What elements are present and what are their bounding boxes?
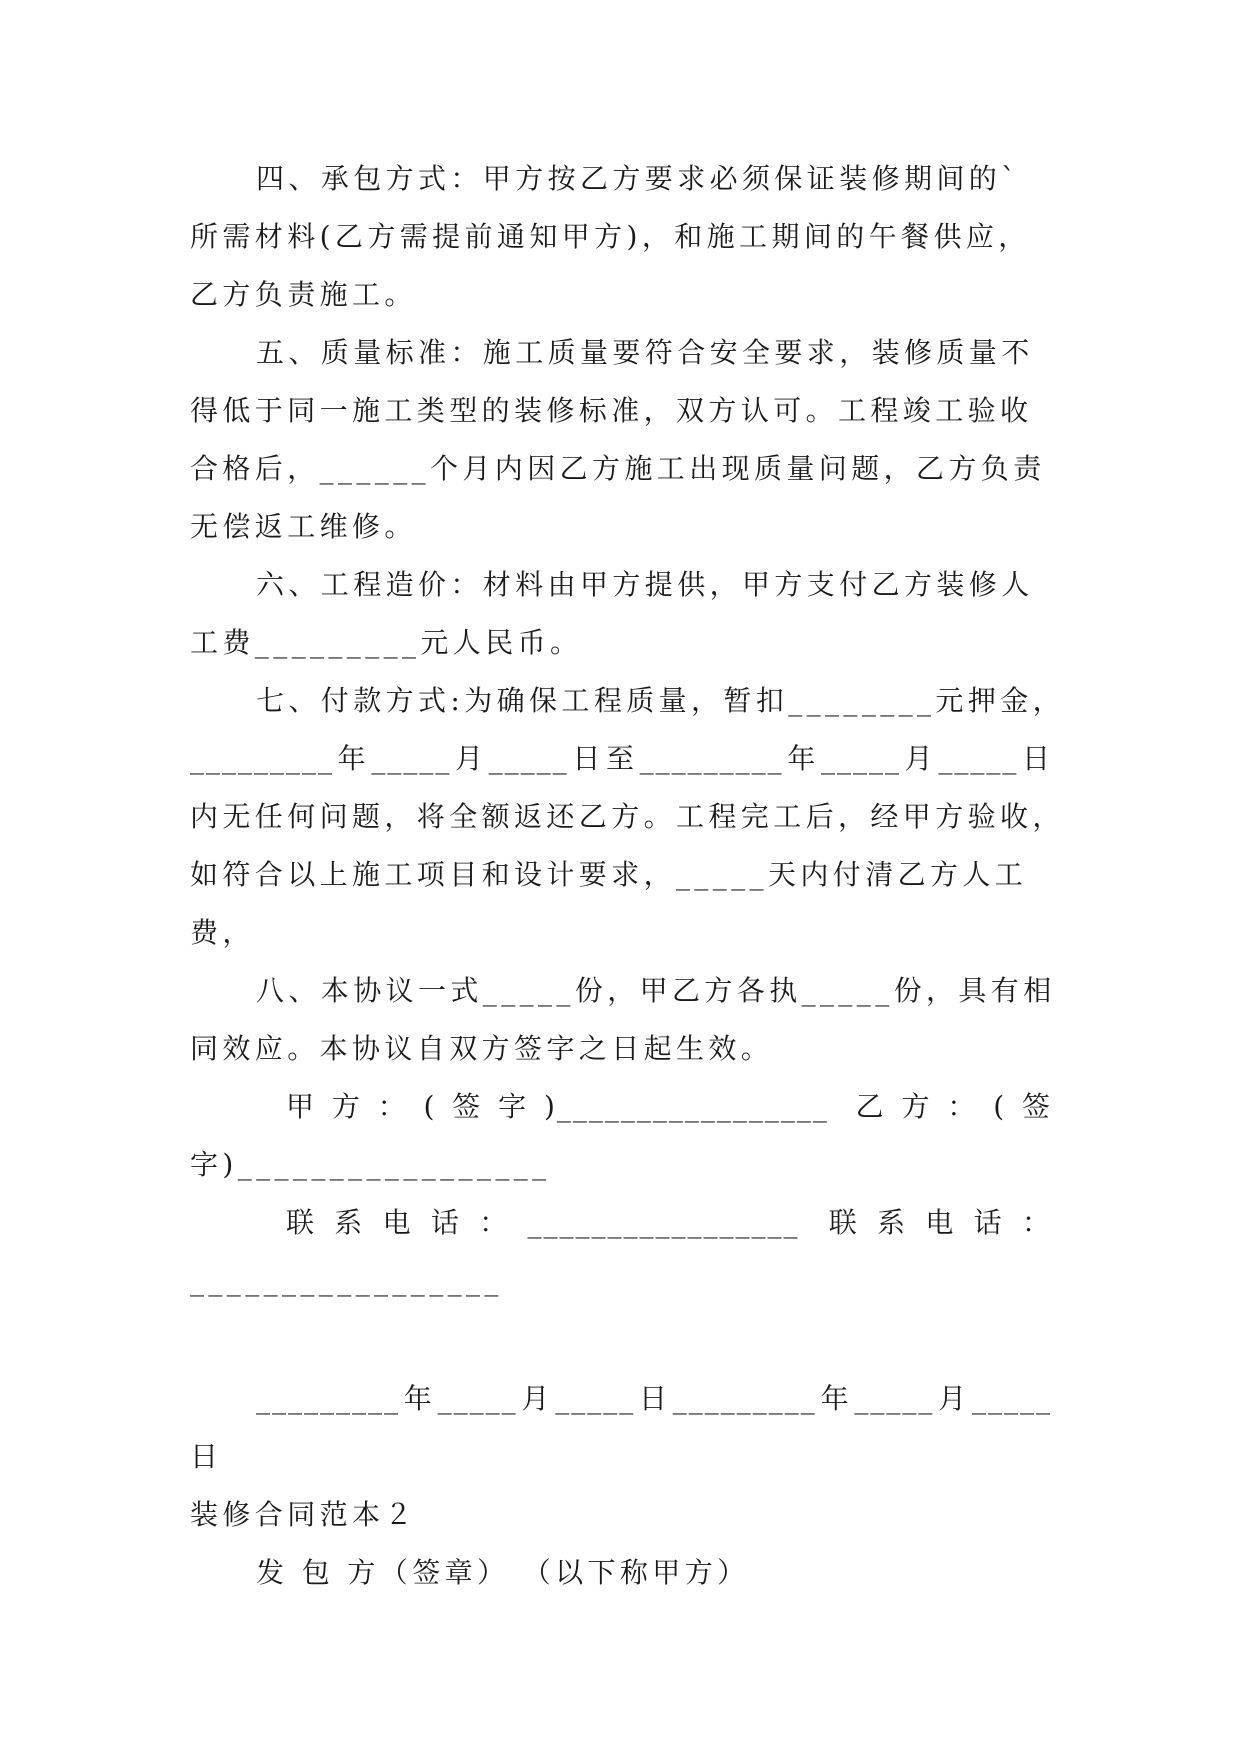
clause-7-line-1: 七、付款方式:为确保工程质量，暂扣________元押金， [256,684,1066,717]
clause-5-line-4: 无偿返工维修。 [190,510,417,543]
clause-6-line-2: 工费_________元人民币。 [190,626,583,659]
phone-line-cont: _________________ [190,1264,503,1297]
clause-4-line-3: 乙方负责施工。 [190,278,417,311]
date-line-cont: 日 [190,1440,223,1473]
clause-5-line-3: 合格后，______个月内因乙方施工出现质量问题，乙方负责 [190,452,1046,485]
clause-5-line-1: 五、质量标准：施工质量要符合安全要求，装修质量不 [256,336,1034,369]
signature-line: 甲方：(签字)_________________ 乙方：(签 [286,1090,1052,1123]
clause-4-line-1: 四、承包方式：甲方按乙方要求必须保证装修期间的` [256,162,1020,195]
clause-8-line-1: 八、本协议一式_____份，甲乙方各执_____份，具有相 [256,974,1056,1007]
contractor-party-line: 发 包 方（签章） （以下称甲方） [256,1556,750,1589]
clause-7-line-2: _________年_____月_____日至_________年_____月_____日 [190,742,1052,775]
date-line: _________年_____月_____日_________年_____月_____ [256,1382,1052,1415]
clause-4-line-2: 所需材料(乙方需提前通知甲方)，和施工期间的午餐供应， [190,220,1031,253]
spacer [190,1310,1052,1370]
clause-7-line-5: 费， [190,916,255,949]
clause-7-line-4: 如符合以上施工项目和设计要求，_____天内付清乙方人工 [190,858,1028,891]
clause-6-line-1: 六、工程造价：材料由甲方提供，甲方支付乙方装修人 [256,568,1034,601]
clause-5-line-2: 得低于同一施工类型的装修标准，双方认可。工程竣工验收 [190,394,1033,427]
phone-line: 联系电话：_________________ 联系电话： [286,1206,1052,1239]
signature-line-cont: 字)_________________ [190,1148,551,1181]
clause-8-line-2: 同效应。本协议自双方签字之日起生效。 [190,1032,774,1065]
section-title: 装修合同范本２ [190,1498,417,1531]
clause-7-line-3: 内无任何问题，将全额返还乙方。工程完工后，经甲方验收， [190,800,1065,833]
contract-body [190,150,1066,1602]
